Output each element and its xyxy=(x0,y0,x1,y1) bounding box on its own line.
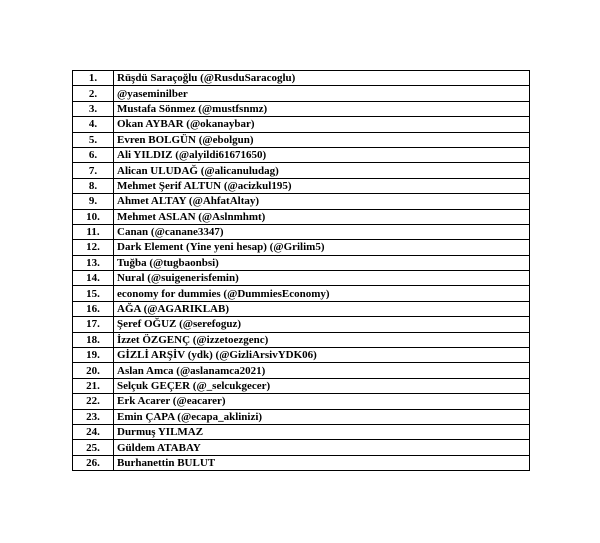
account-list-table xyxy=(72,70,530,471)
account-name: Ahmet ALTAY (@AhfatAltay) xyxy=(114,194,530,209)
row-number: 21. xyxy=(73,378,114,393)
row-number: 10. xyxy=(73,209,114,224)
row-number: 2. xyxy=(73,86,114,101)
row-number: 6. xyxy=(73,147,114,162)
account-name: Alican ULUDAĞ (@alicanuludag) xyxy=(114,163,530,178)
account-name: Ali YILDIZ (@alyildi61671650) xyxy=(114,147,530,162)
account-name: İzzet ÖZGENÇ (@izzetoezgenc) xyxy=(114,332,530,347)
row-number: 25. xyxy=(73,440,114,455)
table-row xyxy=(73,286,530,301)
account-name: Burhanettin BULUT xyxy=(114,455,530,470)
account-name: Şeref OĞUZ (@serefoguz) xyxy=(114,317,530,332)
table-row xyxy=(73,132,530,147)
table-row xyxy=(73,332,530,347)
table-row xyxy=(73,194,530,209)
table-row xyxy=(73,101,530,116)
table-row xyxy=(73,224,530,239)
account-name: GİZLİ ARŞİV (ydk) (@GizliArsivYDK06) xyxy=(114,348,530,363)
table-row xyxy=(73,255,530,270)
row-number: 23. xyxy=(73,409,114,424)
row-number: 22. xyxy=(73,394,114,409)
row-number: 5. xyxy=(73,132,114,147)
table-row xyxy=(73,348,530,363)
table-row xyxy=(73,271,530,286)
account-name: Aslan Amca (@aslanamca2021) xyxy=(114,363,530,378)
table-row xyxy=(73,440,530,455)
account-name: Canan (@canane3347) xyxy=(114,224,530,239)
row-number: 18. xyxy=(73,332,114,347)
row-number: 15. xyxy=(73,286,114,301)
account-name: economy for dummies (@DummiesEconomy) xyxy=(114,286,530,301)
table-row xyxy=(73,301,530,316)
account-name: @yaseminilber xyxy=(114,86,530,101)
row-number: 12. xyxy=(73,240,114,255)
row-number: 7. xyxy=(73,163,114,178)
table-row xyxy=(73,147,530,162)
account-name: AĞA (@AGARIKLAB) xyxy=(114,301,530,316)
account-name: Durmuş YILMAZ xyxy=(114,424,530,439)
row-number: 4. xyxy=(73,117,114,132)
account-name: Güldem ATABAY xyxy=(114,440,530,455)
account-name: Evren BOLGÜN (@ebolgun) xyxy=(114,132,530,147)
account-name: Mehmet Şerif ALTUN (@acizkul195) xyxy=(114,178,530,193)
row-number: 8. xyxy=(73,178,114,193)
account-name: Emin ÇAPA (@ecapa_aklinizi) xyxy=(114,409,530,424)
table-row xyxy=(73,209,530,224)
account-name: Okan AYBAR (@okanaybar) xyxy=(114,117,530,132)
table-row xyxy=(73,378,530,393)
row-number: 1. xyxy=(73,71,114,86)
account-list-body xyxy=(73,71,530,471)
row-number: 14. xyxy=(73,271,114,286)
row-number: 16. xyxy=(73,301,114,316)
table-row xyxy=(73,424,530,439)
table-row xyxy=(73,163,530,178)
row-number: 9. xyxy=(73,194,114,209)
account-name: Mustafa Sönmez (@mustfsnmz) xyxy=(114,101,530,116)
row-number: 3. xyxy=(73,101,114,116)
table-row xyxy=(73,86,530,101)
table-row xyxy=(73,409,530,424)
table-row xyxy=(73,363,530,378)
account-name: Erk Acarer (@eacarer) xyxy=(114,394,530,409)
account-name: Mehmet ASLAN (@Aslnmhmt) xyxy=(114,209,530,224)
table-row xyxy=(73,117,530,132)
account-name: Tuğba (@tugbaonbsi) xyxy=(114,255,530,270)
table-row xyxy=(73,455,530,470)
row-number: 13. xyxy=(73,255,114,270)
table-row xyxy=(73,394,530,409)
account-name: Selçuk GEÇER (@_selcukgecer) xyxy=(114,378,530,393)
account-name: Nural (@suigenerisfemin) xyxy=(114,271,530,286)
table-row xyxy=(73,240,530,255)
row-number: 26. xyxy=(73,455,114,470)
table-row xyxy=(73,71,530,86)
table-row xyxy=(73,178,530,193)
row-number: 11. xyxy=(73,224,114,239)
account-name: Dark Element (Yine yeni hesap) (@Grilim5) xyxy=(114,240,530,255)
row-number: 17. xyxy=(73,317,114,332)
row-number: 24. xyxy=(73,424,114,439)
account-name: Rüşdü Saraçoğlu (@RusduSaracoglu) xyxy=(114,71,530,86)
table-row xyxy=(73,317,530,332)
row-number: 20. xyxy=(73,363,114,378)
row-number: 19. xyxy=(73,348,114,363)
